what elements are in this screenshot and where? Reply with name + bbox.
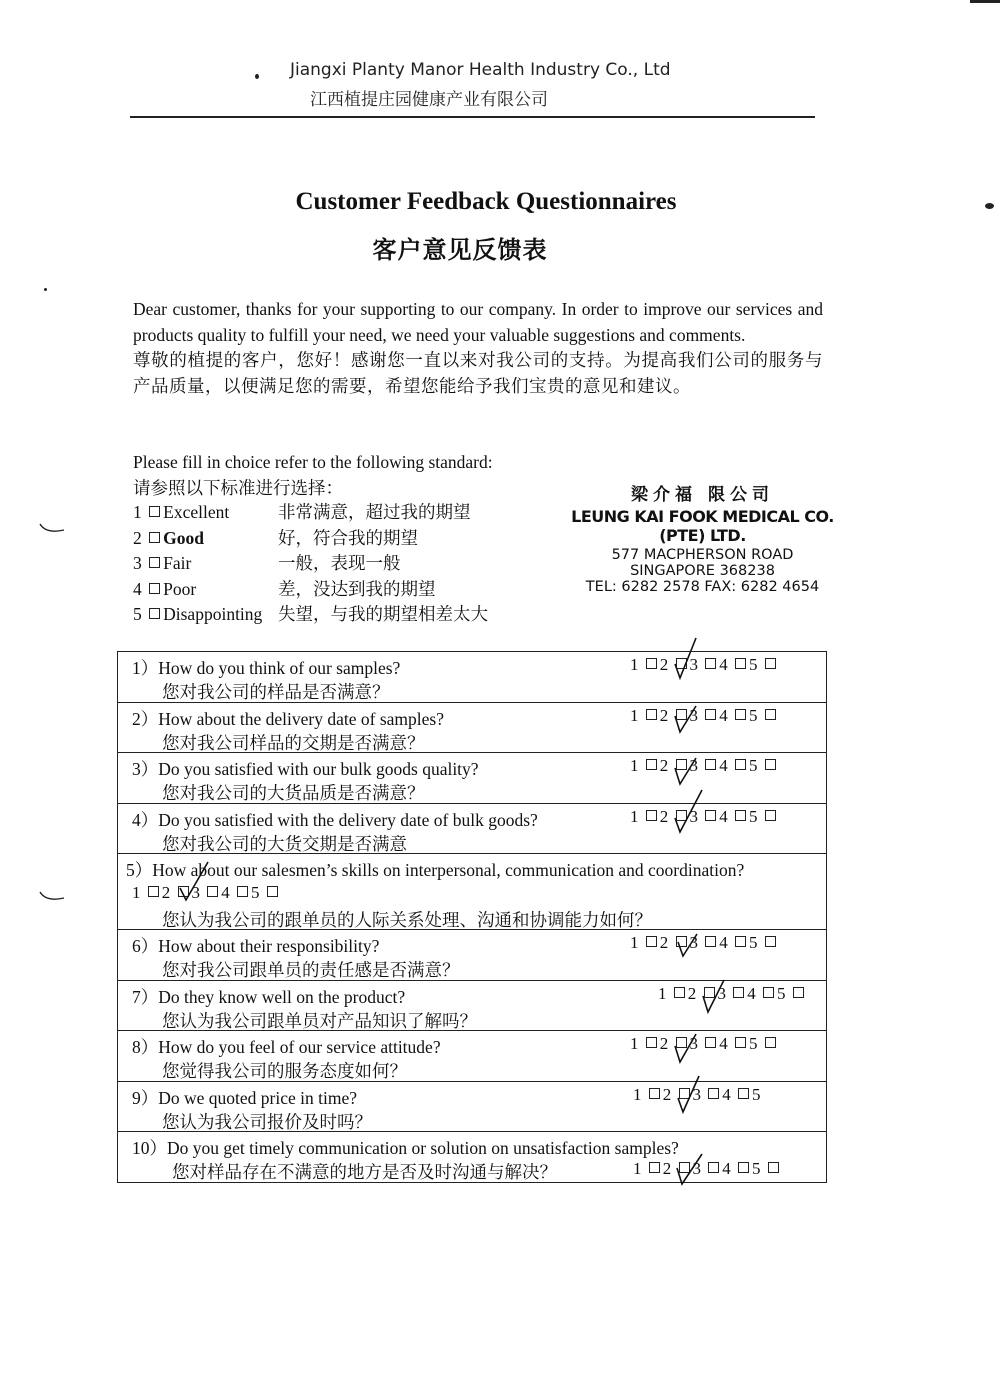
answer-options[interactable]: 1 2 3 4 5 [630, 933, 779, 953]
question-number: 7） [132, 986, 159, 1007]
scale-num: 4 [133, 578, 142, 599]
option-checkbox[interactable] [763, 987, 774, 998]
option-checkbox[interactable] [646, 936, 657, 947]
answer-options[interactable]: 1 2 3 4 5 [630, 1034, 779, 1054]
option-checkbox[interactable] [735, 1037, 746, 1048]
question-row [118, 702, 826, 753]
option-checkbox[interactable] [705, 709, 716, 720]
answer-options[interactable]: 1 2 3 4 5 [630, 655, 779, 675]
option-checkbox[interactable] [765, 936, 776, 947]
page-title-cn: 客户意见反馈表 [372, 238, 548, 264]
option-checkbox[interactable] [267, 886, 278, 897]
question-number: 1） [132, 658, 159, 678]
answer-options[interactable]: 1 2 3 4 5 [132, 883, 281, 903]
option-checkbox[interactable] [765, 759, 776, 770]
scan-dot [44, 288, 47, 291]
answer-options[interactable]: 1 2 3 4 5 [630, 756, 779, 776]
option-checkbox[interactable] [646, 810, 657, 821]
question-cn: 您对我公司跟单员的责任感是否满意？ [162, 960, 460, 980]
question-number: 10） [132, 1138, 167, 1158]
option-checkbox[interactable] [646, 1037, 657, 1048]
question-row [118, 803, 826, 854]
scale-label: Good [163, 527, 204, 548]
option-checkbox[interactable] [735, 709, 746, 720]
option-checkbox[interactable] [733, 987, 744, 998]
question-cn: 您对我公司的样品是否满意？ [162, 682, 390, 702]
check-mark-icon [674, 1150, 708, 1188]
option-checkbox[interactable] [705, 658, 716, 669]
scan-dot [985, 203, 994, 209]
intro-cn: 尊敬的植提的客户，您好！感谢您一直以来对我公司的支持。为提高我们公司的服务与产品质量，以便满足您的需要，希望您能给予我们宝贵的意见和建议。 [133, 350, 823, 396]
option-checkbox[interactable] [649, 1162, 660, 1173]
option-checkbox[interactable] [765, 658, 776, 669]
check-mark-icon [672, 636, 702, 682]
check-mark-icon [672, 702, 702, 736]
company-name-cn: 江西植提庄园健康产业有限公司 [310, 90, 548, 110]
stamp-line-2: LEUNG KAI FOOK MEDICAL CO. (PTE) LTD. [571, 507, 834, 545]
stamp-line-5: TEL: 6282 2578 FAX: 6282 4654 [585, 579, 820, 595]
stamp-line-4: SINGAPORE 368238 [630, 563, 775, 579]
question-number: 2） [132, 708, 159, 729]
check-mark-icon [176, 858, 216, 904]
scan-dot [255, 74, 259, 79]
question-en: Do you get timely communication or solution on unsatisfaction samples? [167, 1138, 679, 1158]
question-en: Do you satisfied with the delivery date of bulk goods? [158, 809, 538, 830]
option-checkbox[interactable] [148, 886, 159, 897]
question-number: 4） [132, 809, 159, 830]
scale-desc: 非常满意，超过我的期望 [278, 502, 471, 522]
check-mark-icon [675, 1074, 705, 1116]
scale-desc: 差，没达到我的期望 [278, 578, 436, 599]
question-en: How about their responsibility? [158, 936, 380, 956]
margin-mark [38, 520, 68, 536]
check-mark-icon [672, 1030, 702, 1066]
checkbox-icon [149, 506, 160, 517]
question-row [118, 652, 826, 702]
question-en: How about our salesmen’s skills on interpersonal, communication and coordination? [152, 860, 745, 880]
question-number: 6） [132, 936, 159, 956]
scan-edge-mark [970, 0, 1000, 3]
question-number: 3） [132, 759, 159, 779]
checkbox-icon [149, 532, 160, 543]
answer-options[interactable]: 1 2 3 4 5 [633, 1159, 782, 1179]
question-cn: 您认为我公司报价及时吗？ [162, 1111, 372, 1132]
option-checkbox[interactable] [793, 987, 804, 998]
scale-num: 3 [133, 553, 142, 573]
scale-label: Disappointing [163, 604, 263, 624]
option-checkbox[interactable] [705, 1037, 716, 1048]
option-checkbox[interactable] [705, 759, 716, 770]
scale-label: Poor [163, 578, 197, 599]
option-checkbox[interactable] [237, 886, 248, 897]
option-checkbox[interactable] [735, 658, 746, 669]
option-checkbox[interactable] [738, 1088, 749, 1099]
option-checkbox[interactable] [674, 987, 685, 998]
question-cn: 您对我公司的大货品质是否满意？ [162, 783, 425, 803]
checkbox-icon [149, 583, 160, 594]
company-name-en: Jiangxi Planty Manor Health Industry Co., Ltd [290, 60, 671, 80]
intro-en: Dear customer, thanks for your supporting to our company. In order to improve our services and products quality to fulfill your need, we need your valuable suggestions and comments. [133, 299, 823, 345]
question-en: How do you think of our samples? [158, 658, 401, 678]
checkbox-icon [149, 557, 160, 568]
check-mark-icon [672, 754, 702, 788]
company-stamp [560, 480, 845, 595]
instructions-en: Please fill in choice refer to the following standard: [133, 452, 493, 472]
option-checkbox[interactable] [646, 759, 657, 770]
question-cn: 您对样品存在不满意的地方是否及时沟通与解决？ [172, 1162, 557, 1182]
option-checkbox[interactable] [765, 810, 776, 821]
question-en: How about the delivery date of samples? [158, 708, 444, 729]
question-row [118, 1081, 826, 1132]
option-checkbox[interactable] [735, 936, 746, 947]
question-number: 8） [132, 1037, 159, 1057]
question-number: 9） [132, 1087, 159, 1108]
answer-options[interactable]: 1 2 3 4 5 [658, 984, 807, 1004]
answer-options[interactable]: 1 2 3 4 5 [630, 807, 779, 827]
instructions [133, 450, 493, 501]
question-cn: 您认为我公司的跟单员的人际关系处理、沟通和协调能力如何？ [162, 910, 652, 930]
check-mark-icon [675, 930, 705, 960]
scale-num: 1 [133, 502, 142, 522]
questions-table [117, 651, 827, 1183]
stamp-line-1: 梁介福 限公司 [631, 485, 774, 505]
option-checkbox[interactable] [735, 810, 746, 821]
option-checkbox[interactable] [705, 936, 716, 947]
question-row [118, 752, 826, 803]
answer-options[interactable]: 1 2 3 4 5 [633, 1084, 761, 1104]
margin-mark [38, 888, 68, 904]
question-en: Do they know well on the product? [158, 986, 406, 1007]
option-checkbox[interactable] [768, 1162, 779, 1173]
option-checkbox[interactable] [738, 1162, 749, 1173]
scale-num: 2 [133, 527, 142, 548]
instructions-cn: 请参照以下标准进行选择： [133, 477, 343, 498]
answer-options[interactable]: 1 2 3 4 5 [630, 706, 779, 726]
scale-desc: 失望，与我的期望相差太大 [278, 604, 488, 624]
option-checkbox[interactable] [649, 1088, 660, 1099]
question-cn: 您认为我公司跟单员对产品知识了解吗？ [162, 1010, 477, 1031]
option-checkbox[interactable] [708, 1162, 719, 1173]
scale-label: Excellent [163, 502, 230, 522]
header-divider [130, 116, 815, 118]
question-cn: 您对我公司的大货交期是否满意 [162, 833, 407, 854]
question-row [118, 929, 826, 980]
question-en: How do you feel of our service attitude? [158, 1037, 441, 1057]
intro-paragraph [133, 297, 823, 399]
question-cn: 您觉得我公司的服务态度如何？ [162, 1061, 407, 1081]
option-checkbox[interactable] [646, 658, 657, 669]
page-title-en: Customer Feedback Questionnaires [295, 188, 677, 215]
question-number: 5） [126, 860, 153, 880]
check-mark-icon [700, 976, 730, 1016]
question-cn: 您对我公司样品的交期是否满意？ [162, 732, 425, 753]
question-row [118, 1131, 826, 1182]
option-checkbox[interactable] [646, 709, 657, 720]
stamp-line-3: 577 MACPHERSON ROAD [611, 547, 794, 563]
scale-desc: 好，符合我的期望 [278, 527, 418, 548]
question-row [118, 1030, 826, 1081]
question-en: Do you satisfied with our bulk goods quality? [158, 759, 479, 779]
option-checkbox[interactable] [765, 1037, 776, 1048]
checkbox-icon [149, 608, 160, 619]
question-row [118, 853, 826, 929]
option-checkbox[interactable] [735, 759, 746, 770]
option-checkbox[interactable] [708, 1088, 719, 1099]
scale-label: Fair [163, 553, 192, 573]
option-checkbox[interactable] [765, 709, 776, 720]
scale-num: 5 [133, 604, 142, 624]
check-mark-icon [672, 786, 712, 836]
scale-desc: 一般，表现一般 [278, 553, 401, 573]
question-en: Do we quoted price in time? [158, 1087, 358, 1108]
